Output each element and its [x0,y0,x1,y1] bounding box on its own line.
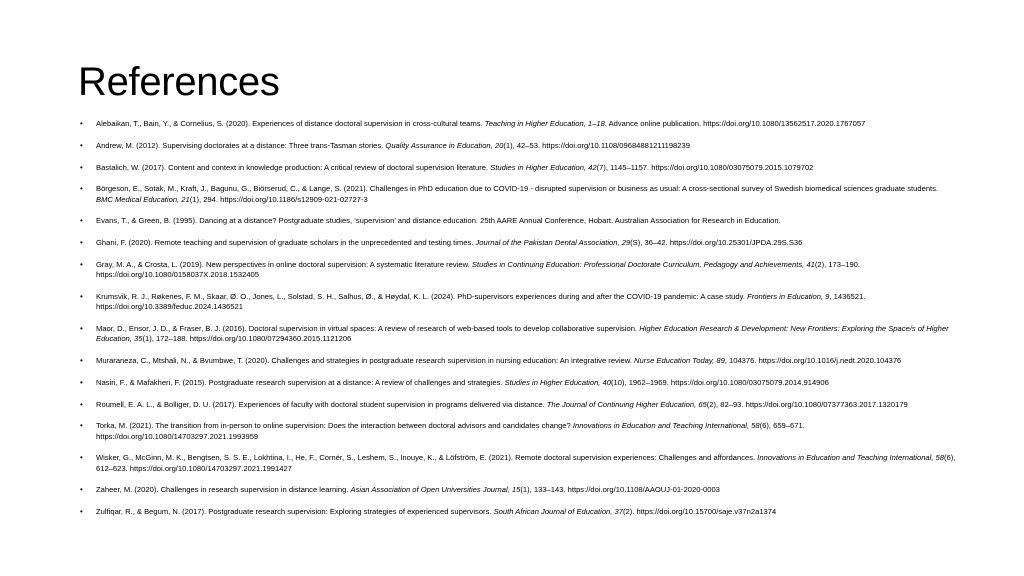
reference-source: Nurse Education Today, 89 [634,355,725,365]
reference-text [96,163,813,172]
reference-list [80,119,956,529]
bullet-icon: • [80,291,83,301]
reference-text-tail: . Advance online publication. https://doi.org/10.1080/13562517.2020.1767057 [604,119,866,128]
reference-text [96,141,690,150]
reference-text-tail: (1), 133–143. https://doi.org/10.1108/AAOUJ-01-2020-0003 [520,485,720,495]
reference-source: Frontiers in Education, 9 [747,291,830,301]
bullet-icon: • [80,323,83,333]
reference-text [96,400,908,409]
reference-source: Studies in Higher Education, 40 [504,377,611,387]
bullet-icon: • [80,399,83,409]
reference-source: Studies in Continuing Education: Professional Doctorate Curriculum, Pedagogy and Achievements, 41 [471,259,815,269]
reference-text-tail: (6), 612–623. https://doi.org/10.1080/14703297.2021.1991427 [96,453,956,473]
reference-text-main: Zulfiqar, R., & Begum, N. (2017). Postgraduate research supervision: Exploring strategies of experienced supervisors. [96,507,494,517]
reference-text-main: Krumsvik, R. J., Røkenes, F. M., Skaar, Ø. O., Jones, L., Solstad, S. H., Salhus, Ø., & Høydal, K. L. (2024). PhD-supervisors experiences during and after the COVID-19 pandemic: A case study. [96,291,748,301]
reference-text-main: Nasiri, F., & Mafakheri, F. (2015). Postgraduate research supervision at a distance: A review of challenges and strategies. [96,377,505,387]
reference-text [96,378,829,387]
slide-title: References [78,60,280,104]
bullet-icon: • [80,507,83,517]
reference-source: Asian Association of Open Universities Journal, 15 [350,485,521,495]
reference-text [96,324,949,343]
reference-item [80,421,956,441]
reference-text-tail: (7), 1145–1157. https://doi.org/10.1080/03075079.2015.1079702 [596,162,814,172]
reference-text-main: Evans, T., & Green, B. (1995). Dancing at a distance? Postgraduate studies, ‘supervision’ and distance education. 25th AARE Annual Conference, Hobart. Australian Association for Research in Education. [96,216,781,226]
reference-source: South African Journal of Education, 37 [493,507,623,517]
reference-text-tail: , 1436521. https://doi.org/10.3389/feduc.2024.1436521 [96,291,866,312]
reference-text-tail: (2), 173–190. https://doi.org/10.1080/0158037X.2018.1532405 [96,259,861,280]
reference-text-main: Zaheer, M. (2020). Challenges in research supervision in distance learning. [96,485,351,495]
bullet-icon: • [80,140,83,150]
reference-item [80,323,956,344]
reference-text [96,119,865,128]
reference-text-main: Wisker, G., McGinn, M. K., Bengtsen, S. S. E., Lokhtina, I., He, F., Cornér, S., Leshem, S., Inouye, K., & Löfström, E. (2021). Remote doctoral supervision experiences: Challenges and affordances. [96,453,758,463]
reference-text-tail: (6), 659–671. https://doi.org/10.1080/14703297.2021.1993959 [96,421,805,441]
reference-item [80,259,956,280]
reference-text-tail: (S), 36–42. https://doi.org/10.25301/JPDA.29S.S36 [630,238,803,248]
bullet-icon: • [80,355,83,365]
reference-source: Higher Education Research & Development: New Frontiers: Exploring the Space/s of Higher Education, 35 [96,323,949,344]
bullet-icon: • [80,162,83,172]
reference-text [96,421,805,440]
reference-item [80,399,956,410]
reference-source: The Journal of Continuing Higher Education, 65 [546,399,707,409]
reference-item [80,140,956,151]
bullet-icon: • [80,216,83,226]
reference-text [96,216,781,225]
bullet-icon: • [80,377,83,387]
reference-source: BMC Medical Education, 21 [96,194,190,204]
reference-text-main: Ghani, F. (2020). Remote teaching and supervision of graduate scholars in the unprecedented and testing times. [96,238,476,248]
reference-text-tail: (1), 42–53. https://doi.org/10.1108/09684881211198239 [503,140,690,150]
reference-text [96,453,955,472]
bullet-icon: • [80,259,83,269]
reference-text-tail: (2). https://doi.org/10.15700/saje.v37n2a1374 [622,507,777,517]
reference-item [80,184,956,204]
reference-source: Journal of the Pakistan Dental Association, 29 [475,238,631,248]
reference-item [80,355,956,366]
reference-text [96,485,720,494]
reference-text [96,238,802,247]
reference-item [80,291,956,312]
reference-text-main: Gray, M. A., & Crosta, L. (2019). New perspectives in online doctoral supervision: A systematic literature review. [96,259,472,269]
reference-text [96,356,901,365]
reference-source: Teaching in Higher Education, 1–18 [484,119,605,128]
reference-item [80,238,956,248]
reference-text [96,507,776,516]
reference-text-main: Roumell, E. A. L., & Bolliger, D. U. (2017). Experiences of faculty with doctoral student supervision in programs delivered via distance. [96,399,547,409]
reference-text-main: Maor, D., Ensor, J. D., & Fraser, B. J. (2016). Doctoral supervision in virtual spaces: A review of research of web-based tools to develop collaborative supervision. [96,323,640,333]
reference-text-main: Börgeson, E., Sotak, M., Kraft, J., Bagunu, G., Biörserud, C., & Lange, S. (2021). Challenges in PhD education due to COVID-19 - disrupted supervision or business as usual: A cross-sectional survey of Swedish biomedical sciences graduate students. [96,184,939,194]
reference-text-main: Andrew, M. (2012). Supervising doctorates at a distance: Three trans-Tasman stories. [96,140,386,150]
bullet-icon: • [80,119,83,128]
reference-text-tail: (1), 294. https://doi.org/10.1186/s12909-021-02727-3 [189,194,368,204]
reference-item [80,485,956,495]
reference-item [80,162,956,173]
reference-text-tail: , 104376. https://doi.org/10.1016/j.nedt.2020.104376 [724,355,902,365]
reference-text [96,260,860,279]
reference-item [80,377,956,388]
reference-source: Studies in Higher Education, 42 [490,162,597,172]
reference-item [80,507,956,517]
reference-text [96,184,938,203]
reference-text-main: Torka, M. (2021). The transition from in-person to online supervision: Does the interaction between doctoral advisors and candidates change? [96,421,573,431]
reference-text-tail: (2), 82–93. https://doi.org/10.1080/07377363.2017.1320179 [706,399,908,409]
reference-item [80,453,956,473]
bullet-icon: • [80,453,83,463]
reference-text-tail: (1), 172–188. https://doi.org/10.1080/07294360.2015.1121206 [142,334,352,344]
bullet-icon: • [80,485,83,495]
reference-item [80,216,956,226]
bullet-icon: • [80,238,83,248]
reference-source: Innovations in Education and Teaching International, 58 [572,421,760,431]
reference-text [96,292,865,311]
bullet-icon: • [80,421,83,431]
reference-source: Quality Assurance in Education, 20 [385,140,504,150]
reference-source: Innovations in Education and Teaching International, 58 [757,453,944,463]
reference-text-tail: (10), 1962–1969. https://doi.org/10.1080/03075079.2014.914906 [610,377,829,387]
reference-text-main: Muraraneza, C., Mtshali, N., & Bvumbwe, T. (2020). Challenges and strategies in postgraduate research supervision in nursing education: An integrative review. [96,355,635,365]
reference-item [80,119,956,129]
reference-text-main: Alebaikan, T., Bain, Y., & Cornelius, S. (2020). Experiences of distance doctoral supervision in cross-cultural teams. [96,119,485,128]
reference-text-main: Bastalich, W. (2017). Content and context in knowledge production: A critical review of doctoral supervision literature. [96,162,491,172]
bullet-icon: • [80,184,83,194]
